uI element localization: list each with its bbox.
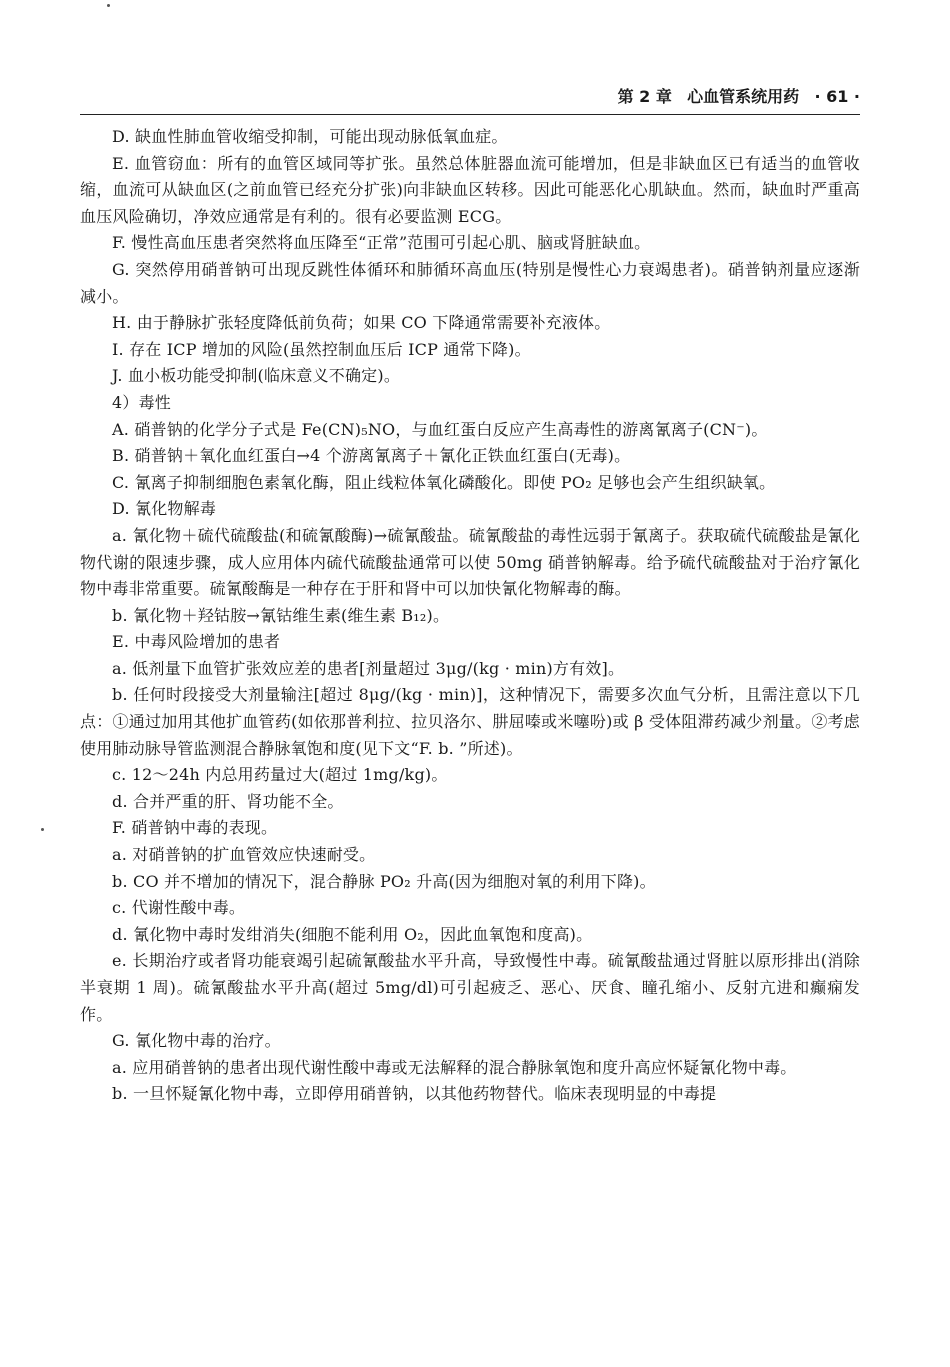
paragraph: a. 低剂量下血管扩张效应差的患者[剂量超过 3μg/(kg · min)方有效]。 bbox=[112, 658, 625, 678]
paragraph: a. 应用硝普钠的患者出现代谢性酸中毒或无法解释的混合静脉氧饱和度升高应怀疑氰化物中毒。 bbox=[112, 1057, 797, 1077]
paragraph: E. 中毒风险增加的患者 bbox=[112, 632, 281, 652]
paragraph: e. 长期治疗或者肾功能衰竭引起硫氰酸盐水平升高，导致慢性中毒。硫氰酸盐通过肾脏以原形排出(消除半衰期 1 周)。硫氰酸盐水平升高(超过 5mg/dl)可引起疲乏、恶心、厌食、瞳孔缩小、反射亢进和癫痫发作。 bbox=[80, 951, 860, 1024]
page-header bbox=[80, 84, 860, 115]
paragraph: b. 一旦怀疑氰化物中毒，立即停用硝普钠，以其他药物替代。临床表现明显的中毒提 bbox=[112, 1084, 717, 1104]
scan-speck bbox=[107, 4, 110, 7]
paragraph: F. 慢性高血压患者突然将血压降至“正常”范围可引起心肌、脑或肾脏缺血。 bbox=[112, 233, 651, 253]
paragraph: C. 氰离子抑制细胞色素氧化酶，阻止线粒体氧化磷酸化。即使 PO₂ 足够也会产生组织缺氧。 bbox=[112, 472, 776, 492]
paragraph: a. 氰化物＋硫代硫酸盐(和硫氰酸酶)→硫氰酸盐。硫氰酸盐的毒性远弱于氰离子。获取硫代硫酸盐是氰化物代谢的限速步骤，成人应用体内硫代硫酸盐通常可以使 50mg 硝普钠解毒。给予硫代硫酸盐对于治疗氰化物中毒非常重要。硫氰酸酶是一种存在于肝和肾中可以加快氰化物解毒的酶。 bbox=[80, 525, 860, 599]
paragraph: D. 缺血性肺血管收缩受抑制，可能出现动脉低氧血症。 bbox=[112, 127, 508, 146]
paragraph: B. 硝普钠＋氧化血红蛋白→4 个游离氰离子＋氰化正铁血红蛋白(无毒)。 bbox=[112, 446, 631, 466]
section-heading: 4）毒性 bbox=[112, 392, 171, 412]
paragraph: G. 突然停用硝普钠可出现反跳性体循环和肺循环高血压(特别是慢性心力衰竭患者)。硝普钠剂量应逐渐减小。 bbox=[80, 259, 860, 306]
paragraph: c. 代谢性酸中毒。 bbox=[112, 898, 246, 918]
paragraph: b. CO 并不增加的情况下，混合静脉 PO₂ 升高(因为细胞对氧的利用下降)。 bbox=[112, 871, 656, 891]
paragraph: F. 硝普钠中毒的表现。 bbox=[112, 818, 278, 838]
page-body bbox=[80, 124, 860, 1108]
paragraph: d. 合并严重的肝、肾功能不全。 bbox=[112, 791, 344, 811]
paragraph: D. 氰化物解毒 bbox=[112, 499, 217, 519]
paragraph: A. 硝普钠的化学分子式是 Fe(CN)₅NO，与血红蛋白反应产生高毒性的游离氰离子(CN⁻)。 bbox=[112, 419, 768, 439]
paragraph: I. 存在 ICP 增加的风险(虽然控制血压后 ICP 通常下降)。 bbox=[112, 339, 531, 359]
scan-speck bbox=[41, 828, 44, 831]
paragraph: E. 血管窃血：所有的血管区域同等扩张。虽然总体脏器血流可能增加，但是非缺血区已有适当的血管收缩，血流可从缺血区(之前血管已经充分扩张)向非缺血区转移。因此可能恶化心肌缺血。然而，缺血时严重高血压风险确切，净效应通常是有利的。很有必要监测 ECG。 bbox=[80, 153, 860, 226]
paragraph: b. 任何时段接受大剂量输注[超过 8μg/(kg · min)]，这种情况下，需要多次血气分析，且需注意以下几点：①通过加用其他扩血管药(如依那普利拉、拉贝洛尔、肼屈嗪或米噻吩)或 β 受体阻滞药减少剂量。②考虑使用肺动脉导管监测混合静脉氧饱和度(见下文“F. b. ”所述)。 bbox=[80, 685, 860, 758]
chapter-title: 心血管系统用药 bbox=[687, 87, 800, 106]
paragraph: b. 氰化物＋羟钴胺→氰钴维生素(维生素 B₁₂)。 bbox=[112, 605, 450, 625]
paragraph: d. 氰化物中毒时发绀消失(细胞不能利用 O₂，因此血氧饱和度高)。 bbox=[112, 924, 593, 944]
paragraph: J. 血小板功能受抑制(临床意义不确定)。 bbox=[112, 366, 401, 386]
paragraph: G. 氰化物中毒的治疗。 bbox=[112, 1031, 281, 1051]
page-number: · 61 · bbox=[814, 87, 860, 106]
chapter-label: 第 2 章 bbox=[617, 87, 672, 106]
paragraph: H. 由于静脉扩张轻度降低前负荷；如果 CO 下降通常需要补充液体。 bbox=[112, 313, 611, 333]
paragraph: c. 12～24h 内总用药量过大(超过 1mg/kg)。 bbox=[112, 765, 448, 785]
paragraph: a. 对硝普钠的扩血管效应快速耐受。 bbox=[112, 845, 376, 865]
